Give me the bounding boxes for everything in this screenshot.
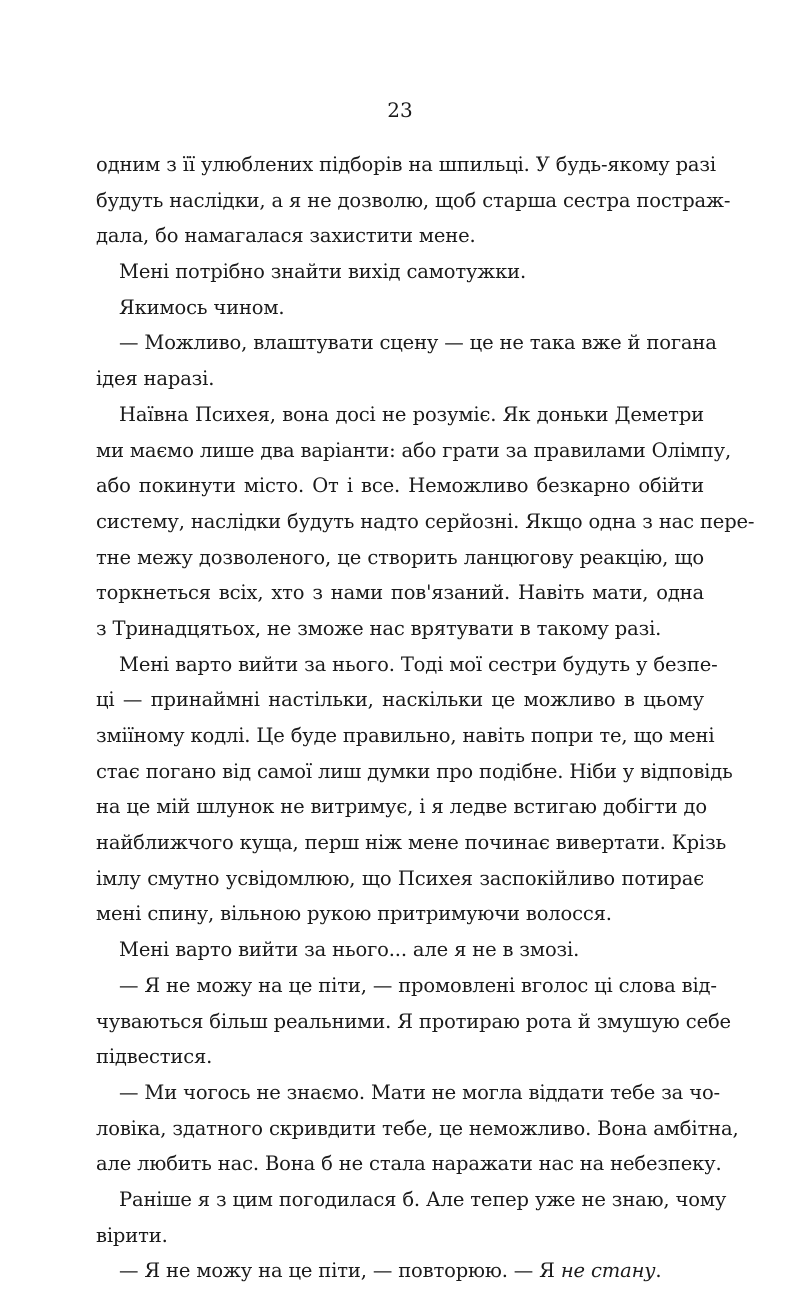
text-line: зміїному кодлі. Це буде правильно, навіть попри те, що мені [96,724,715,747]
text-line: ці — принаймні настільки, наскільки це можливо в цьому [96,688,704,712]
text-line: підвестися. [96,1045,213,1069]
text-line: ловіка, здатного скривдити тебе, це неможливо. Вона амбітна, [96,1116,739,1140]
final-line-start: — Я не можу на це піти, — повторюю. — Я [119,1259,561,1283]
final-line-emphasis: не стану [560,1259,656,1283]
text-line-final [96,1253,704,1289]
final-line-end: . [655,1259,662,1283]
text-line: чуваються більш реальними. Я протираю рота й змушую себе [96,1009,731,1033]
text-line: систему, наслідки будуть надто серйозні. Якщо одна з нас пере- [96,509,755,533]
text-line: Мені потрібно знайти вихід самотужки. [119,260,526,284]
text-line: одним з її улюблених підборів на шпильці. У будь-якому разі [96,153,716,176]
body-text [96,147,755,1289]
text-line: — Ми чогось не знаємо. Мати не могла віддати тебе за чо- [119,1080,720,1104]
text-line: вірити. [96,1223,168,1247]
text-line: Якимось чином. [119,295,285,319]
text-line: але любить нас. Вона б не стала наражати нас на небезпеку. [96,1152,722,1176]
text-line: ми маємо лише два варіанти: або грати за правилами Олімпу, [96,438,732,462]
text-line: ідея наразі. [96,367,215,391]
page-number: 23 [387,98,413,122]
text-line: з Тринадцятьох, не зможе нас врятувати в такому разі. [96,616,662,640]
text-line: будуть наслідки, а я не дозволю, щоб старша сестра постраж- [96,188,731,212]
text-line: Наївна Психея, вона досі не розуміє. Як доньки Деметри [119,402,704,426]
text-line: мені спину, вільною рукою притримуючи волосся. [96,902,612,926]
text-line: імлу смутно усвідомлюю, що Психея заспокійливо потирає [96,866,704,890]
text-line: дала, бо намагалася захистити мене. [96,224,476,248]
text-line: Раніше я з цим погодилася б. Але тепер уже не знаю, чому [119,1187,727,1211]
text-line: або покинути місто. От і все. Неможливо безкарно обійти [96,474,704,498]
text-line: найближчого куща, перш ніж мене починає вивертати. Крізь [96,831,727,855]
text-line: торкнеться всіх, хто з нами пов'язаний. Навіть мати, одна [96,581,704,605]
text-line: Мені варто вийти за нього... але я не в змозі. [119,938,580,962]
text-line: тне межу дозволеного, це створить ланцюгову реакцію, що [96,545,704,569]
text-line: — Можливо, влаштувати сцену — це не така вже й погана [119,331,717,355]
text-line: — Я не можу на це піти, — промовлені вголос ці слова від- [119,973,717,997]
text-line: Мені варто вийти за нього. Тоді мої сестри будуть у безпе- [119,652,718,676]
text-line: на це мій шлунок не витримує, і я ледве встигаю добігти до [96,795,708,819]
text-line: стає погано від самої лиш думки про подібне. Ніби у відповідь [96,759,733,783]
